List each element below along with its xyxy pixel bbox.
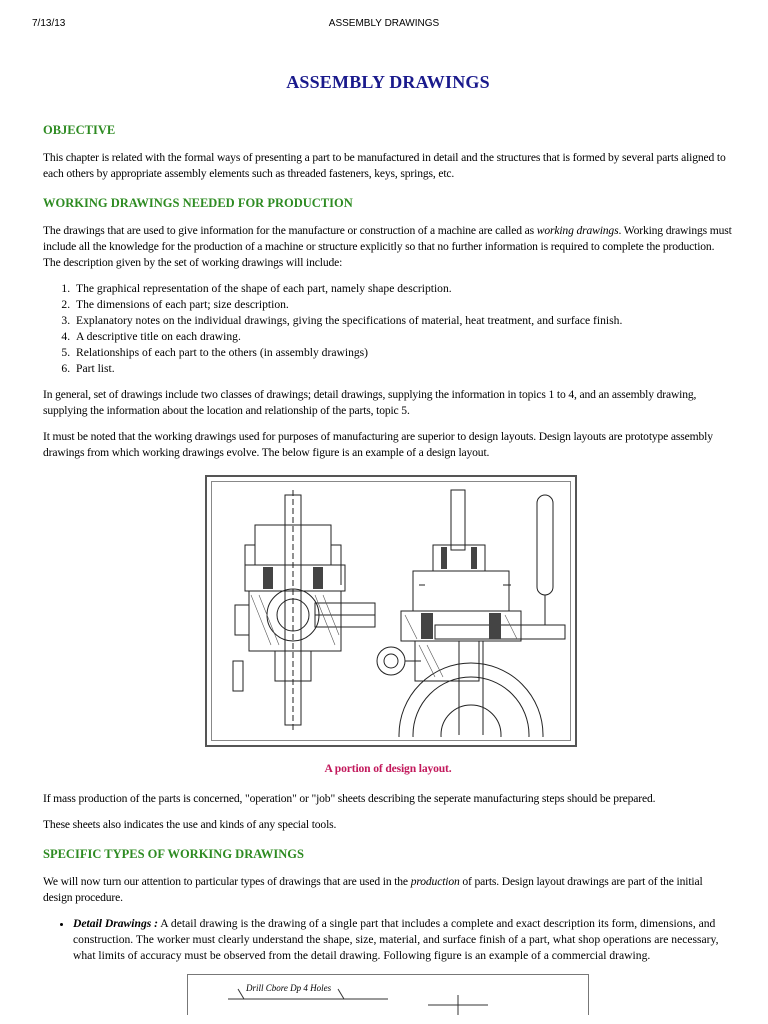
working-drawings-term: working drawings	[536, 224, 619, 237]
detail-drawings-term: Detail Drawings :	[73, 917, 159, 930]
design-layout-figure	[205, 475, 577, 747]
description-list	[43, 281, 733, 377]
objective-text: This chapter is related with the formal ways of presenting a part to be manufactured in detail and the structures that is formed by several parts aligned to each others by appropriate assembly elements such as threaded fasteners, keys, springs, etc.	[43, 151, 726, 180]
specific-types-heading: SPECIFIC TYPES OF WORKING DRAWINGS	[43, 847, 304, 861]
page-header	[0, 18, 768, 32]
detail-drawing-label: Drill Cbore Dp 4 Holes	[246, 983, 332, 993]
design-layout-paragraph: It must be noted that the working drawings used for purposes of manufacturing are superior to design layouts. Design layouts are prototype assembly drawings from which working drawings evolve. The below figure is an example of a design layout.	[43, 430, 713, 459]
list-item: • Detail Drawings : A detail drawing is the drawing of a single part that includes a complete and exact description its form, dimensions, and construction. The worker must clearly understand the shape, size, material, and surface finish of a part, what shop operations are necessary, what limits of accuracy must be observed from the detail drawing. Following figure is an example of a commercial drawing.	[73, 916, 733, 964]
production-term: production	[410, 875, 460, 888]
working-drawings-intro: The drawings that are used to give information for the manufacture or construction of a machine are called as working drawings. Working drawings must include all the knowledge for the production of a machine or structure explicitly so that no further information is required to complete the production. The description given by the set of working drawings will include:	[43, 224, 732, 269]
header-date: 7/13/13	[32, 18, 66, 29]
working-drawings-heading: WORKING DRAWINGS NEEDED FOR PRODUCTION	[43, 196, 353, 210]
page-title: ASSEMBLY DRAWINGS	[286, 72, 490, 92]
list-item: 4. A descriptive title on each drawing.	[73, 329, 733, 345]
list-item: 2. The dimensions of each part; size description.	[73, 297, 733, 313]
drawing-classes-paragraph: In general, set of drawings include two classes of drawings; detail drawings, supplying the information in topics 1 to 4, and an assembly drawing, supplying the information about the location and relationship of the parts, topic 5.	[43, 388, 697, 417]
list-item: 6. Part list.	[73, 361, 733, 377]
mass-production-paragraph: If mass production of the parts is concerned, "operation" or "job" sheets describing the seperate manufacturing steps should be prepared.	[43, 792, 656, 805]
document-content	[43, 72, 733, 1015]
drawing-types-list	[43, 916, 733, 964]
figure-caption: A portion of design layout.	[324, 762, 452, 775]
objective-heading: OBJECTIVE	[43, 123, 116, 137]
list-item: 3. Explanatory notes on the individual drawings, giving the specifications of material, heat treatment, and surface finish.	[73, 313, 733, 329]
header-title: ASSEMBLY DRAWINGS	[328, 18, 440, 29]
list-item: 5. Relationships of each part to the others (in assembly drawings)	[73, 345, 733, 361]
design-layout-drawing	[215, 485, 567, 737]
list-item: 1. The graphical representation of the shape of each part, namely shape description.	[73, 281, 733, 297]
detail-drawing-sketch	[188, 975, 588, 1015]
specific-types-intro: We will now turn our attention to particular types of drawings that are used in the production of parts. Design layout drawings are part of the initial design procedure.	[43, 875, 703, 904]
special-tools-paragraph: These sheets also indicates the use and kinds of any special tools.	[43, 818, 337, 831]
detail-drawing-figure	[187, 974, 589, 1015]
